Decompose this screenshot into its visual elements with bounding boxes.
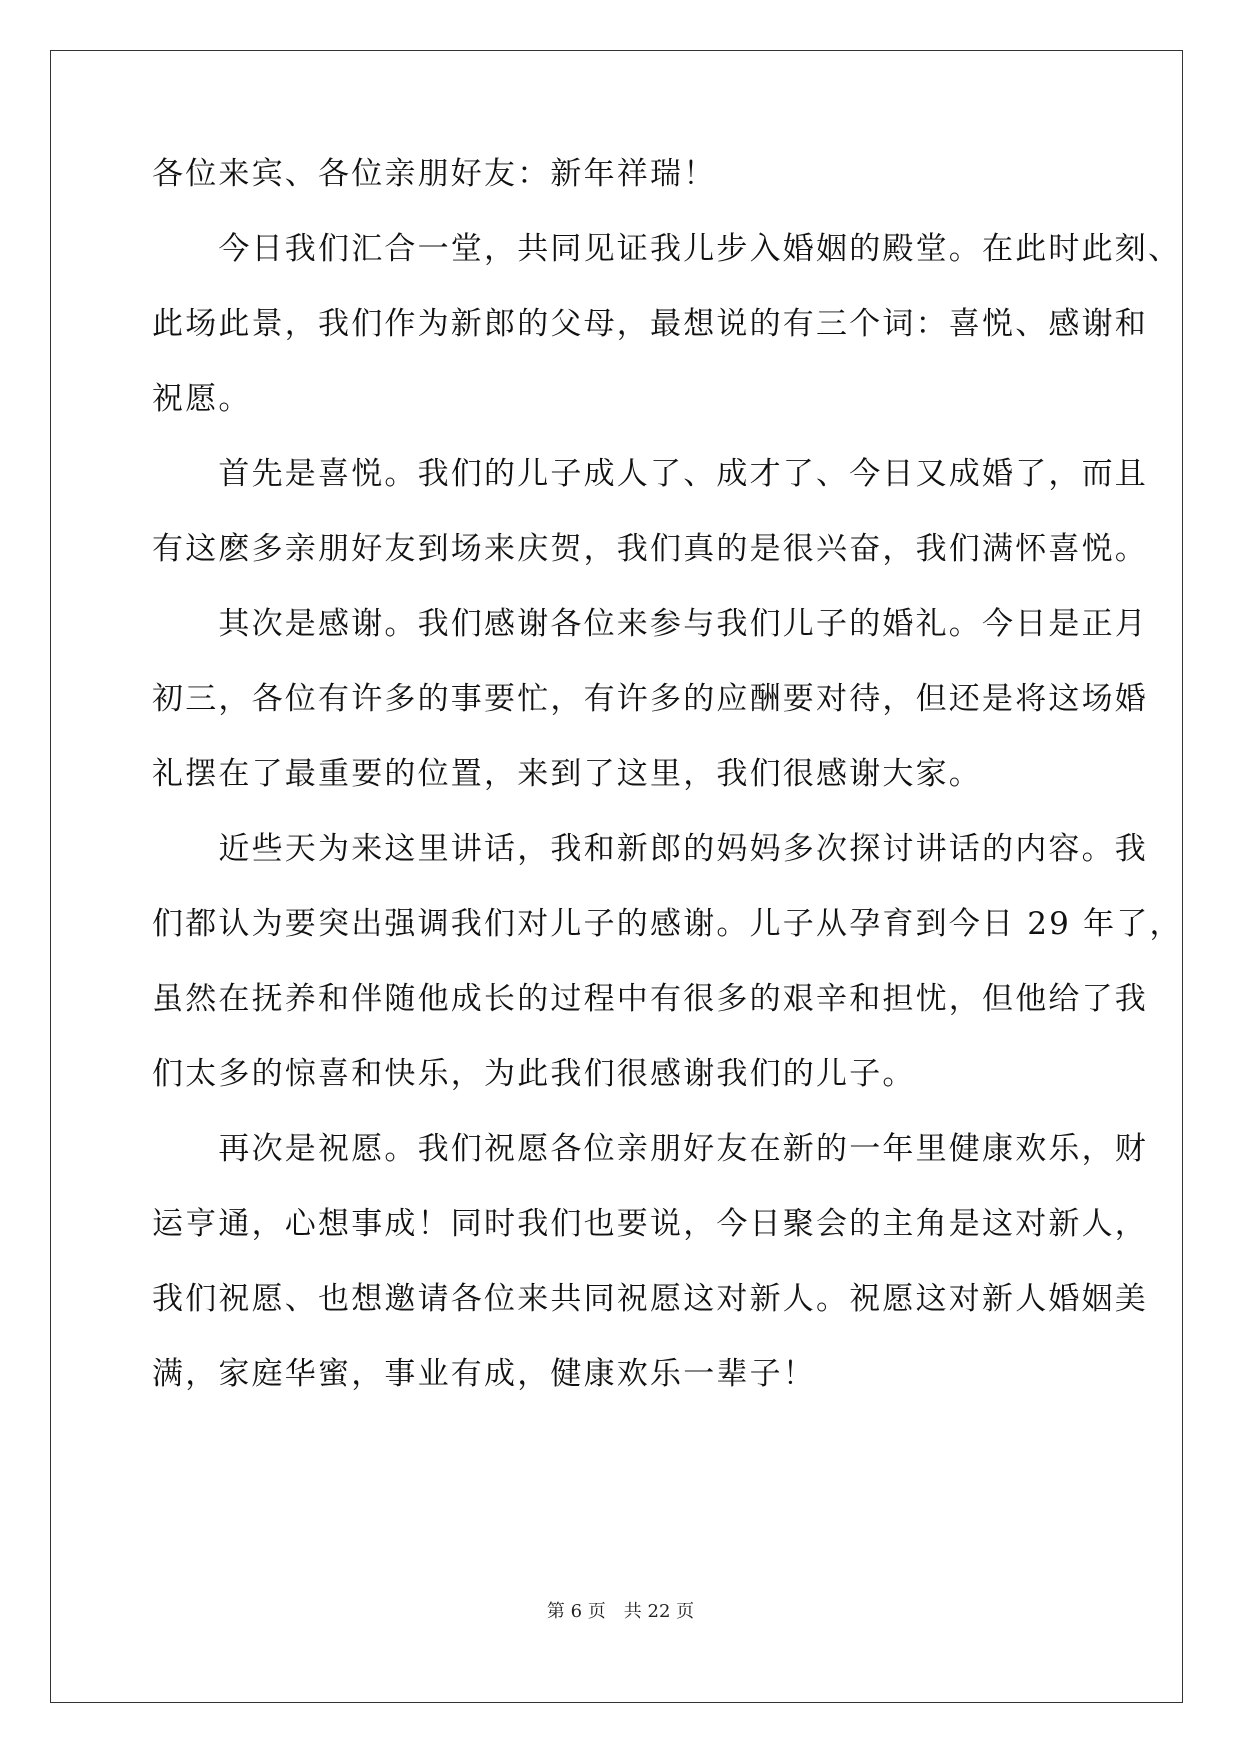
text-line: 虽然在抚养和伴随他成长的过程中有很多的艰辛和担忧，但他给了我 [152, 981, 1148, 1017]
text-line: 再次是祝愿。我们祝愿各位亲朋好友在新的一年里健康欢乐，财 [152, 1131, 1148, 1167]
text-line: 祝愿。 [152, 381, 252, 417]
page-border [50, 50, 1183, 1703]
text-line: 近些天为来这里讲话，我和新郎的妈妈多次探讨讲话的内容。我 [152, 831, 1148, 867]
text-line: 我们祝愿、也想邀请各位来共同祝愿这对新人。祝愿这对新人婚姻美 [152, 1281, 1148, 1317]
text-line: 今日我们汇合一堂，共同见证我儿步入婚姻的殿堂。在此时此刻、 [152, 231, 1182, 267]
text-line: 满，家庭华蜜，事业有成，健康欢乐一辈子！ [152, 1356, 816, 1392]
text-line: 有这麽多亲朋好友到场来庆贺，我们真的是很兴奋，我们满怀喜悦。 [152, 531, 1148, 567]
page-number: 第 6 页 [546, 1601, 606, 1622]
text-line: 此场此景，我们作为新郎的父母，最想说的有三个词：喜悦、感谢和 [152, 306, 1148, 342]
text-line: 们太多的惊喜和快乐，为此我们很感谢我们的儿子。 [152, 1056, 916, 1092]
text-line: 们都认为要突出强调我们对儿子的感谢。儿子从孕育到今日 29 年了， [152, 906, 1183, 942]
page-total: 共 22 页 [623, 1601, 695, 1622]
text-line: 礼摆在了最重要的位置，来到了这里，我们很感谢大家。 [152, 756, 982, 792]
text-line: 各位来宾、各位亲朋好友：新年祥瑞！ [152, 156, 717, 192]
text-line: 其次是感谢。我们感谢各位来参与我们儿子的婚礼。今日是正月 [152, 606, 1148, 642]
page-footer [0, 1600, 1241, 1624]
text-line: 首先是喜悦。我们的儿子成人了、成才了、今日又成婚了，而且 [152, 456, 1148, 492]
text-line: 初三，各位有许多的事要忙，有许多的应酬要对待，但还是将这场婚 [152, 681, 1148, 717]
text-line: 运亨通，心想事成！同时我们也要说，今日聚会的主角是这对新人， [152, 1206, 1148, 1242]
